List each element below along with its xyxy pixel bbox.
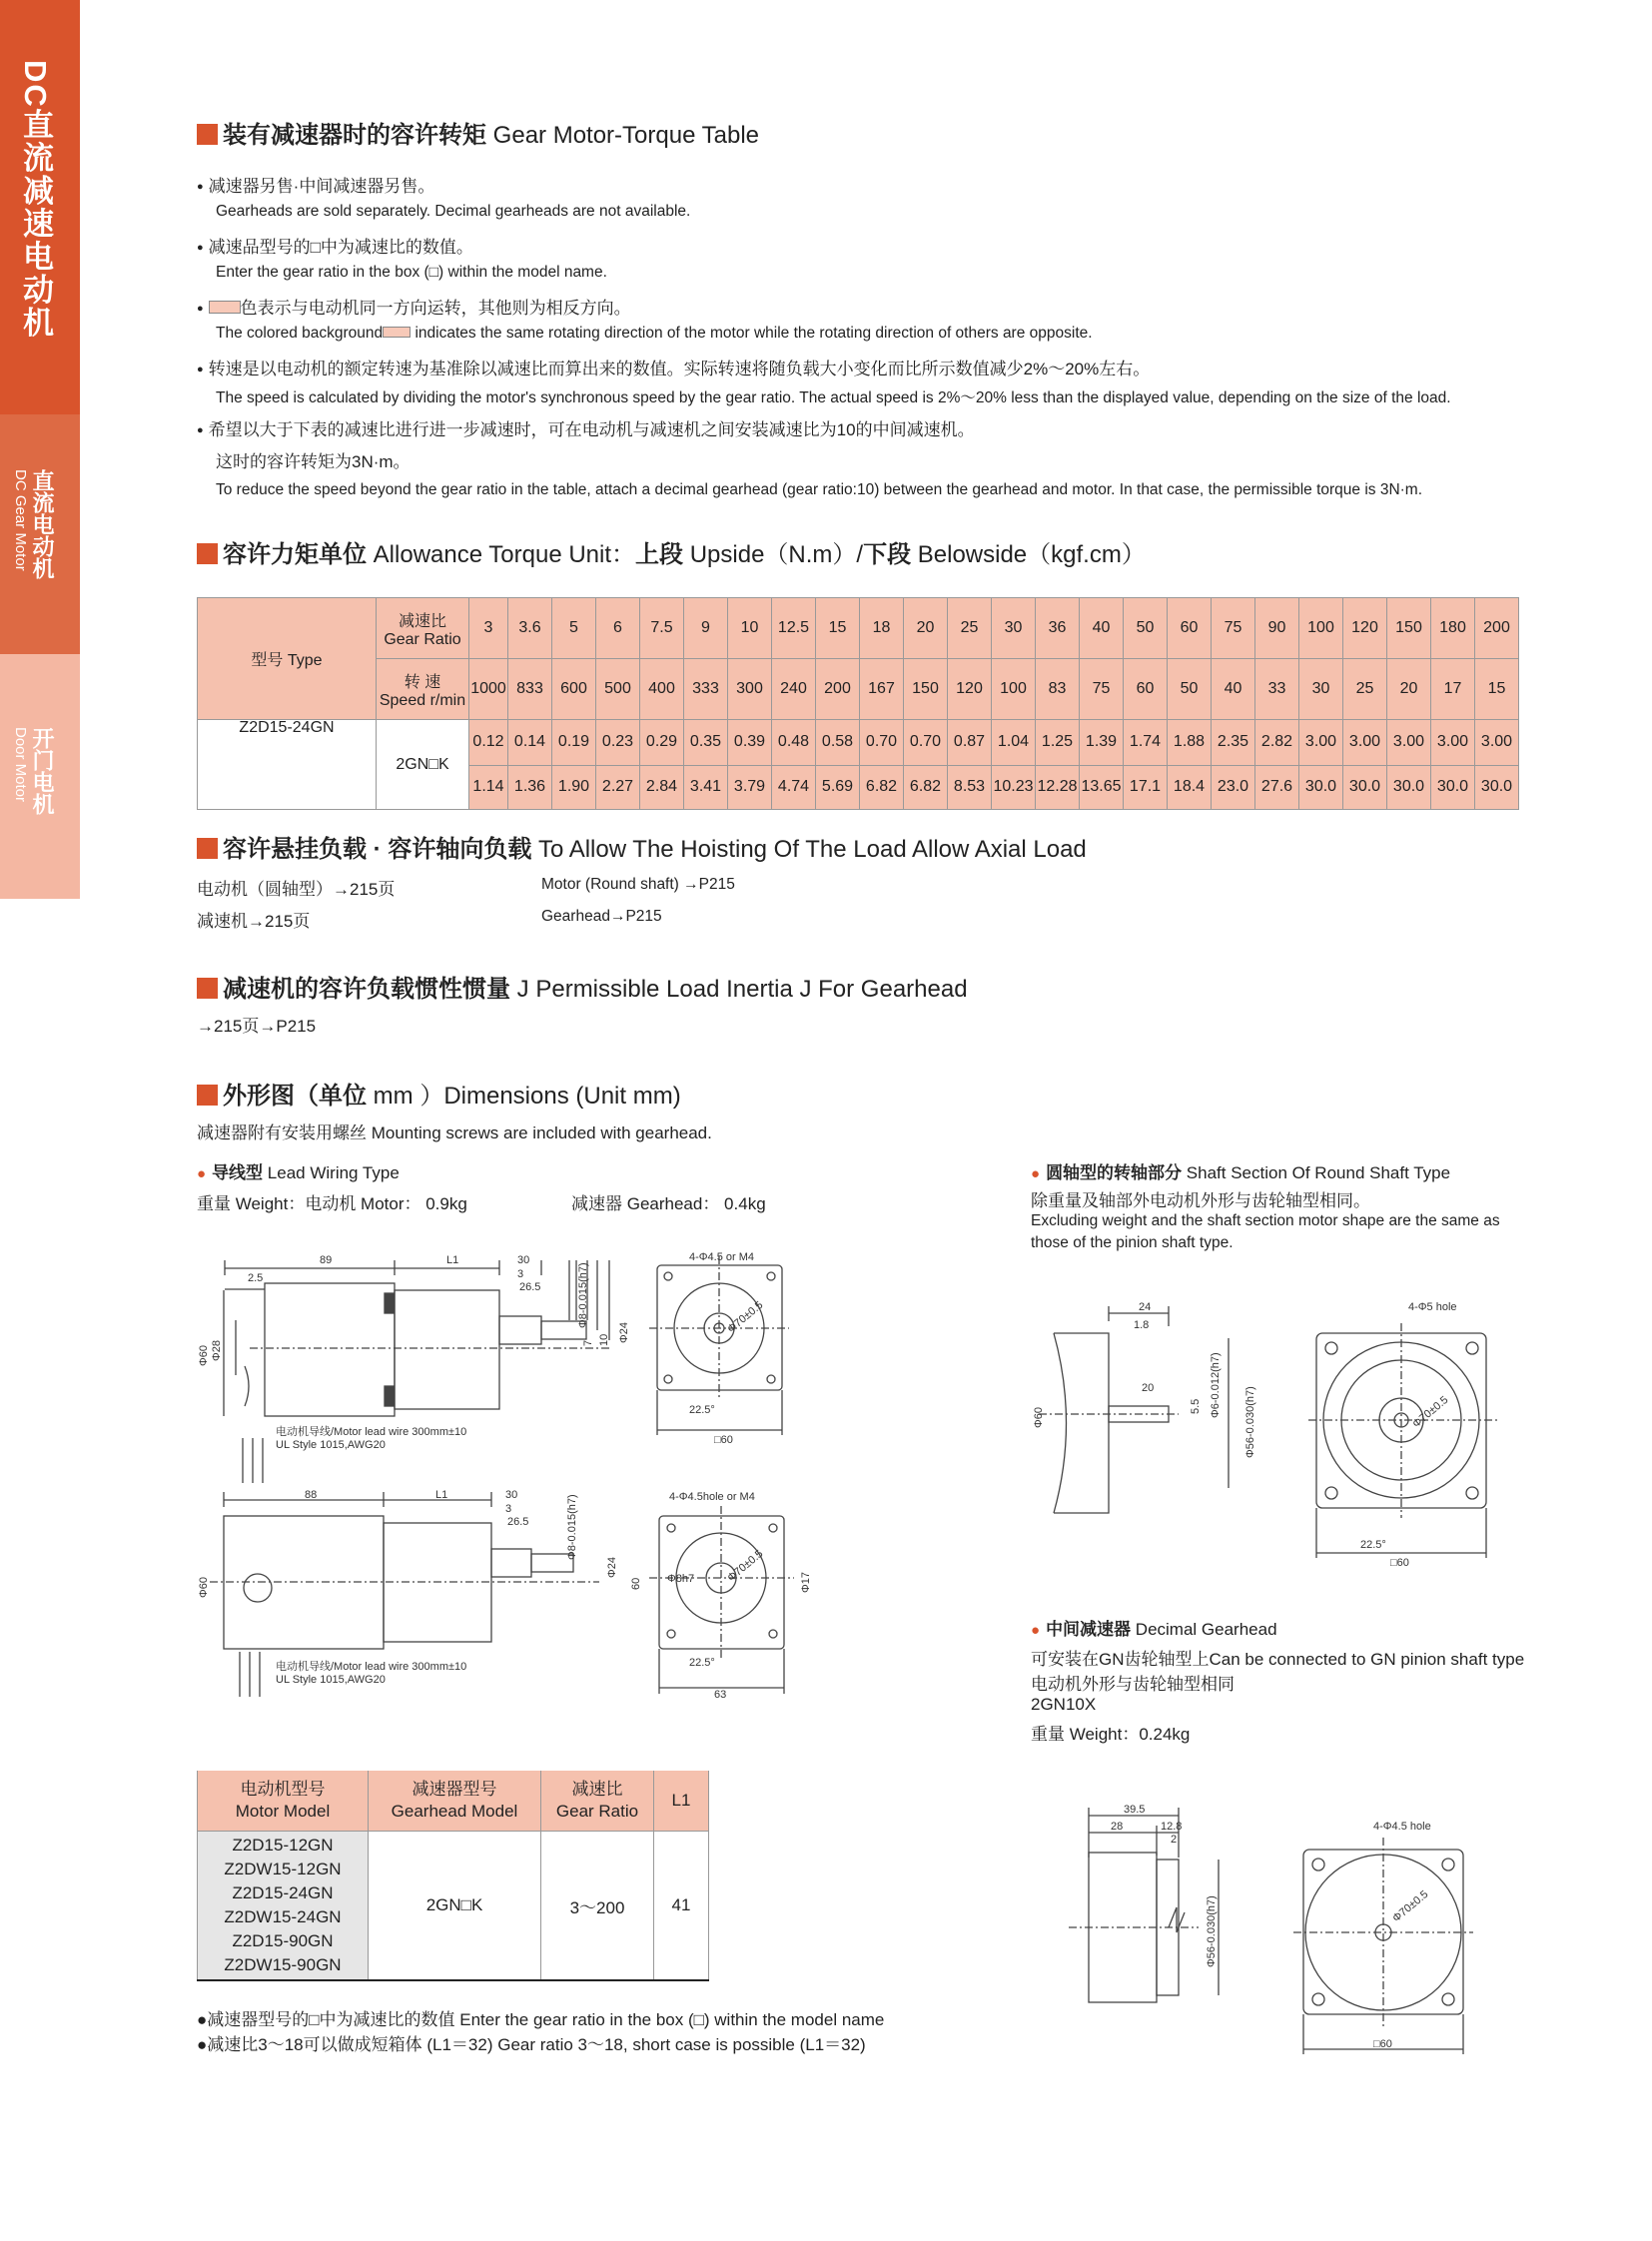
torque_nm-cell: 3.00 <box>1431 720 1475 766</box>
header-gear-ratio: 减速比 Gear Ratio <box>541 1771 654 1832</box>
dim-265b: 26.5 <box>507 1516 529 1528</box>
ratios-cell: 75 <box>1212 598 1255 659</box>
dim-395: 39.5 <box>1124 1804 1146 1816</box>
torque_kgfcm-cell: 8.53 <box>948 765 992 809</box>
drawing-decimal-front <box>1293 1838 1473 2054</box>
note-2-cn: ● 减速品型号的□中为减速比的数值。 <box>197 233 473 258</box>
l1-cell: 41 <box>654 1832 709 1981</box>
wire-label-1b: UL Style 1015,AWG20 <box>276 1439 386 1451</box>
section-title-inertia: 减速机的容许负载惯性惯量 J Permissible Load Inertia J For Gearhead <box>197 969 968 1004</box>
speeds-cell: 400 <box>640 659 684 720</box>
dim-phi6: Φ6-0.012(h7) <box>1210 1352 1222 1418</box>
torque_nm-cell: 0.14 <box>508 720 552 766</box>
torque_kgfcm-cell: 12.28 <box>1036 765 1080 809</box>
angle-label-1: 22.5° <box>689 1404 715 1416</box>
dim-phi60: Φ60 <box>198 1344 210 1366</box>
speeds-cell: 200 <box>816 659 860 720</box>
drawing-lead-front-1 <box>649 1256 789 1435</box>
ratios-cell: 15 <box>816 598 860 659</box>
dim-88: 88 <box>305 1489 318 1501</box>
dim-phi24b: Φ24 <box>606 1556 618 1578</box>
footnote-1: ●减速器型号的□中为减速比的数值 Enter the gear ratio in the box (□) within the model name <box>197 2010 885 2029</box>
gearhead-model-cell: 2GN□K <box>369 1832 541 1981</box>
torque_nm-cell: 1.25 <box>1036 720 1080 766</box>
torque_kgfcm-cell: 17.1 <box>1124 765 1168 809</box>
dim-2: 2 <box>1171 1834 1178 1846</box>
torque_kgfcm-cell: 1.14 <box>469 765 508 809</box>
lead-wiring-title: ● 导线型 Lead Wiring Type <box>197 1158 400 1183</box>
speeds-cell: 240 <box>772 659 816 720</box>
torque_nm-cell: 3.00 <box>1387 720 1431 766</box>
dim-3b: 3 <box>505 1503 512 1515</box>
dim-55: 5.5 <box>1190 1398 1202 1414</box>
type-header: 型号 Type <box>198 598 377 720</box>
dim-phi8: Φ8-0.015(h7) <box>577 1262 589 1328</box>
dim-phi56b: Φ56-0.030(h7) <box>1206 1895 1218 1967</box>
torque_kgfcm-cell: 10.23 <box>992 765 1036 809</box>
torque_nm-cell: 0.35 <box>684 720 728 766</box>
ratios-cell: 7.5 <box>640 598 684 659</box>
torque_nm-cell: 2.82 <box>1255 720 1299 766</box>
header-gearhead-model: 减速器型号 Gearhead Model <box>369 1771 541 1832</box>
angle-label-3: 22.5° <box>1360 1539 1386 1551</box>
torque_kgfcm-cell: 4.74 <box>772 765 816 809</box>
wire-label-2b: UL Style 1015,AWG20 <box>276 1674 386 1686</box>
section-title-dimensions: 外形图（单位 mm ）Dimensions (Unit mm) <box>197 1076 681 1111</box>
dim-60-front: 60 <box>630 1577 642 1590</box>
torque_kgfcm-cell: 3.41 <box>684 765 728 809</box>
side-cat2-en: Door Motor <box>12 727 29 803</box>
decimal-line1: 可安装在GN齿轮轴型上Can be connected to GN pinion shaft type <box>1031 1650 1525 1669</box>
ratios-cell: 90 <box>1255 598 1299 659</box>
dim-phi8b: Φ8-0.015(h7) <box>566 1494 578 1560</box>
phi8h7-label: Φ8h7 <box>667 1573 695 1585</box>
ratios-cell: 50 <box>1124 598 1168 659</box>
note-4-cn: ● 转速是以电动机的额定转速为基准除以减速比而算出来的数值。实际转速将随负载大小变化而比所示数值减少2%～20%左右。 <box>197 355 1150 379</box>
torque_nm-cell: 1.74 <box>1124 720 1168 766</box>
torque_nm-cell: 0.70 <box>860 720 904 766</box>
ratios-cell: 100 <box>1299 598 1343 659</box>
pcd-label-1: Φ70±0.5 <box>725 1298 766 1336</box>
side-cat1-en: DC Gear Motor <box>12 469 29 571</box>
dim-3: 3 <box>517 1268 524 1280</box>
header-l1: L1 <box>654 1771 709 1832</box>
torque_kgfcm-cell: 30.0 <box>1387 765 1431 809</box>
round-shaft-line2: Excluding weight and the shaft section motor shape are the same as <box>1031 1212 1500 1229</box>
torque_nm-cell: 0.29 <box>640 720 684 766</box>
torque_kgfcm-cell: 30.0 <box>1343 765 1387 809</box>
speeds-cell: 333 <box>684 659 728 720</box>
speeds-cell: 167 <box>860 659 904 720</box>
torque_kgfcm-cell: 5.69 <box>816 765 860 809</box>
torque_nm-cell: 3.00 <box>1475 720 1519 766</box>
sq-label-3: □60 <box>1390 1557 1409 1569</box>
speeds-cell: 600 <box>552 659 596 720</box>
dim-phi24: Φ24 <box>618 1321 630 1343</box>
angle-label-2: 22.5° <box>689 1657 715 1669</box>
speeds-cell: 300 <box>728 659 772 720</box>
torque_nm-cell: 0.23 <box>596 720 640 766</box>
torque_nm-cell: 0.19 <box>552 720 596 766</box>
torque_nm-cell: 0.39 <box>728 720 772 766</box>
dim-30b: 30 <box>505 1489 518 1501</box>
ratios-cell: 120 <box>1343 598 1387 659</box>
ratios-cell: 36 <box>1036 598 1080 659</box>
decimal-line2: 电动机外形与齿轮轴型相同 <box>1031 1675 1235 1694</box>
drawing-round-shaft-front <box>1308 1323 1498 1558</box>
torque_nm-cell: 1.88 <box>1168 720 1212 766</box>
pcd-label-4: Φ70±0.5 <box>1390 1887 1431 1925</box>
speeds-cell: 60 <box>1124 659 1168 720</box>
torque_nm-cell: 0.12 <box>469 720 508 766</box>
dim-20: 20 <box>1142 1382 1155 1394</box>
model-cell: Z2D15-24GN <box>198 720 377 810</box>
side-title: DC直流减速电动机 <box>18 60 53 340</box>
torque_kgfcm-cell: 1.90 <box>552 765 596 809</box>
note-2-en: Enter the gear ratio in the box (□) within the model name. <box>216 264 607 281</box>
model-table <box>197 1771 709 1981</box>
torque_kgfcm-cell: 2.84 <box>640 765 684 809</box>
round-shaft-title: ● 圆轴型的转轴部分 Shaft Section Of Round Shaft Type <box>1031 1158 1450 1183</box>
speeds-cell: 33 <box>1255 659 1299 720</box>
holes-label-2: 4-Φ4.5hole or M4 <box>669 1491 755 1503</box>
round-shaft-line1: 除重量及轴部外电动机外形与齿轮轴型相同。 <box>1031 1191 1370 1210</box>
ratios-cell: 3 <box>469 598 508 659</box>
torque_kgfcm-cell: 6.82 <box>860 765 904 809</box>
load-line2-en: Gearhead→P215 <box>541 908 662 925</box>
load-line2-cn: 减速机→215页 <box>197 912 311 931</box>
drawing-decimal-side <box>1069 1808 1219 2002</box>
torque_nm-cell: 0.70 <box>904 720 948 766</box>
torque_nm-cell: 0.87 <box>948 720 992 766</box>
header-motor-model: 电动机型号 Motor Model <box>198 1771 369 1832</box>
note-3-en: The colored background indicates the same rotating direction of the motor while the rotating direction of others are opposite. <box>216 325 1093 342</box>
speeds-cell: 833 <box>508 659 552 720</box>
decimal-gearhead-title: ● 中间减速器 Decimal Gearhead <box>1031 1615 1277 1640</box>
speeds-cell: 150 <box>904 659 948 720</box>
dimensions-subtitle: 减速器附有安装用螺丝 Mounting screws are included with gearhead. <box>197 1123 712 1142</box>
holes-label-3: 4-Φ5 hole <box>1408 1301 1457 1313</box>
note-1-cn: ● 减速器另售·中间减速器另售。 <box>197 172 434 197</box>
round-shaft-line3: those of the pinion shaft type. <box>1031 1234 1234 1251</box>
torque_kgfcm-cell: 27.6 <box>1255 765 1299 809</box>
drawing-lead-front-2 <box>649 1506 794 1694</box>
dim-28: 28 <box>1111 1821 1124 1833</box>
model-table-header <box>198 1771 709 1832</box>
pcd-label-2: Φ70±0.5 <box>725 1547 766 1585</box>
sq-label-1: □60 <box>714 1434 733 1446</box>
torque_kgfcm-cell: 13.65 <box>1080 765 1124 809</box>
dim-l1: L1 <box>446 1254 459 1266</box>
sq-label-4: □60 <box>1373 2038 1392 2050</box>
gear-ratio-cell: 3～200 <box>541 1832 654 1981</box>
speeds-cell: 25 <box>1343 659 1387 720</box>
torque_nm-cell: 0.58 <box>816 720 860 766</box>
speeds-cell: 500 <box>596 659 640 720</box>
torque_kgfcm-cell: 3.79 <box>728 765 772 809</box>
torque_nm-cell: 1.04 <box>992 720 1036 766</box>
torque_kgfcm-cell: 1.36 <box>508 765 552 809</box>
load-line1-en: Motor (Round shaft) →P215 <box>541 876 735 893</box>
speeds-cell: 120 <box>948 659 992 720</box>
ratios-cell: 3.6 <box>508 598 552 659</box>
torque_kgfcm-cell: 30.0 <box>1475 765 1519 809</box>
note-5-en: To reduce the speed beyond the gear ratio in the table, attach a decimal gearhead (gear ratio:10) between the gearhead and motor. In that case, the permissible torque is 3N·m. <box>216 481 1423 498</box>
ratios-cell: 180 <box>1431 598 1475 659</box>
note-5-cn: ● 希望以大于下表的减速比进行进一步减速时，可在电动机与减速机之间安装减速比为10的中间减速机。 <box>197 415 975 440</box>
speeds-cell: 75 <box>1080 659 1124 720</box>
torque_kgfcm-cell: 30.0 <box>1299 765 1343 809</box>
model-table-row <box>198 1832 709 1981</box>
dim-10: 10 <box>598 1333 610 1346</box>
dim-30: 30 <box>517 1254 530 1266</box>
torque_nm-cell: 1.39 <box>1080 720 1124 766</box>
dim-63: 63 <box>714 1689 727 1701</box>
holes-label-1: 4-Φ4.5 or M4 <box>689 1251 755 1263</box>
ratios-cell: 5 <box>552 598 596 659</box>
dim-128: 12.8 <box>1161 1821 1183 1833</box>
ratios-cell: 200 <box>1475 598 1519 659</box>
dim-265: 26.5 <box>519 1281 541 1293</box>
torque_nm-cell: 2.35 <box>1212 720 1255 766</box>
gearhead-cell: 2GN□K <box>377 720 469 810</box>
speeds-cell: 30 <box>1299 659 1343 720</box>
decimal-line3: 2GN10X <box>1031 1695 1097 1714</box>
speeds-cell: 15 <box>1475 659 1519 720</box>
motor-models-cell: Z2D15-12GN Z2DW15-12GN Z2D15-24GN Z2DW15-24GN Z2D15-90GN Z2DW15-90GN <box>198 1832 369 1981</box>
load-line1-cn: 电动机（圆轴型）→215页 <box>197 880 396 899</box>
lead-weight-gear: 减速器 Gearhead： 0.4kg <box>571 1194 766 1213</box>
footnote-2: ●减速比3～18可以做成短箱体 (L1＝32) Gear ratio 3～18, short case is possible (L1＝32) <box>197 2035 866 2054</box>
holes-label-4: 4-Φ4.5 hole <box>1373 1821 1431 1833</box>
torque_nm-cell: 0.48 <box>772 720 816 766</box>
speeds-cell: 40 <box>1212 659 1255 720</box>
speeds-cell: 50 <box>1168 659 1212 720</box>
note-3-cn: ● 色表示与电动机同一方向运转，其他则为相反方向。 <box>197 294 631 319</box>
dim-25: 2.5 <box>248 1272 264 1284</box>
torque_kgfcm-cell: 18.4 <box>1168 765 1212 809</box>
dim-phi60c: Φ60 <box>1033 1406 1045 1428</box>
ratios-cell: 6 <box>596 598 640 659</box>
ratios-cell: 12.5 <box>772 598 816 659</box>
decimal-line4: 重量 Weight：0.24kg <box>1031 1725 1191 1744</box>
speeds-cell: 83 <box>1036 659 1080 720</box>
wire-label-1a: 电动机导线/Motor lead wire 300mm±10 <box>276 1426 467 1438</box>
dim-phi28: Φ28 <box>211 1339 223 1361</box>
ratios-cell: 10 <box>728 598 772 659</box>
speeds-cell: 17 <box>1431 659 1475 720</box>
note-1-en: Gearheads are sold separately. Decimal gearheads are not available. <box>216 203 691 220</box>
ratios-cell: 150 <box>1387 598 1431 659</box>
ratios-cell: 30 <box>992 598 1036 659</box>
note-5-cn2: 这时的容许转矩为3N·m。 <box>216 452 411 471</box>
torque_kgfcm-cell: 30.0 <box>1431 765 1475 809</box>
dim-18: 1.8 <box>1134 1319 1150 1331</box>
lead-weight-motor: 重量 Weight：电动机 Motor： 0.9kg <box>197 1194 467 1213</box>
torque_kgfcm-cell: 23.0 <box>1212 765 1255 809</box>
dim-l1b: L1 <box>435 1489 448 1501</box>
section-title-torque-unit: 容许力矩单位 Allowance Torque Unit：上段 Upside（N.m）/下段 Belowside（kgf.cm） <box>197 534 1146 569</box>
ratios-cell: 20 <box>904 598 948 659</box>
dim-phi60b: Φ60 <box>198 1576 210 1598</box>
speeds-cell: 100 <box>992 659 1036 720</box>
speeds-cell: 1000 <box>469 659 508 720</box>
pcd-label-3: Φ70±0.5 <box>1410 1393 1451 1431</box>
torque_nm-cell: 3.00 <box>1299 720 1343 766</box>
torque_nm-cell: 3.00 <box>1343 720 1387 766</box>
torque_kgfcm-cell: 6.82 <box>904 765 948 809</box>
section-title-load: 容许悬挂负载 · 容许轴向负载 To Allow The Hoisting Of The Load Allow Axial Load <box>197 829 1087 864</box>
dim-phi17: Φ17 <box>800 1571 812 1593</box>
ratio-header: 减速比 Gear Ratio <box>377 598 469 659</box>
inertia-ref: →215页→P215 <box>197 1017 317 1036</box>
side-cat2-cn: 开门电机 <box>30 727 55 815</box>
ratios-cell: 18 <box>860 598 904 659</box>
dim-24: 24 <box>1139 1301 1152 1313</box>
torque_kgfcm-cell: 2.27 <box>596 765 640 809</box>
ratios-cell: 60 <box>1168 598 1212 659</box>
ratios-cell: 40 <box>1080 598 1124 659</box>
ratios-cell: 25 <box>948 598 992 659</box>
ratios-cell: 9 <box>684 598 728 659</box>
side-cat1-cn: 直流电动机 <box>30 469 55 579</box>
dim-7: 7 <box>582 1339 594 1346</box>
note-4-en: The speed is calculated by dividing the motor's synchronous speed by the gear ratio. The actual speed is 2%～20% less than the displayed value, depending on the size of the load. <box>216 389 1451 406</box>
dim-89: 89 <box>320 1254 333 1266</box>
speeds-cell: 20 <box>1387 659 1431 720</box>
wire-label-2a: 电动机导线/Motor lead wire 300mm±10 <box>276 1661 467 1673</box>
dim-phi56: Φ56-0.030(h7) <box>1244 1386 1256 1458</box>
section-title-torque: 装有减速器时的容许转矩 Gear Motor-Torque Table <box>197 115 759 150</box>
speed-header: 转 速 Speed r/min <box>377 659 469 720</box>
